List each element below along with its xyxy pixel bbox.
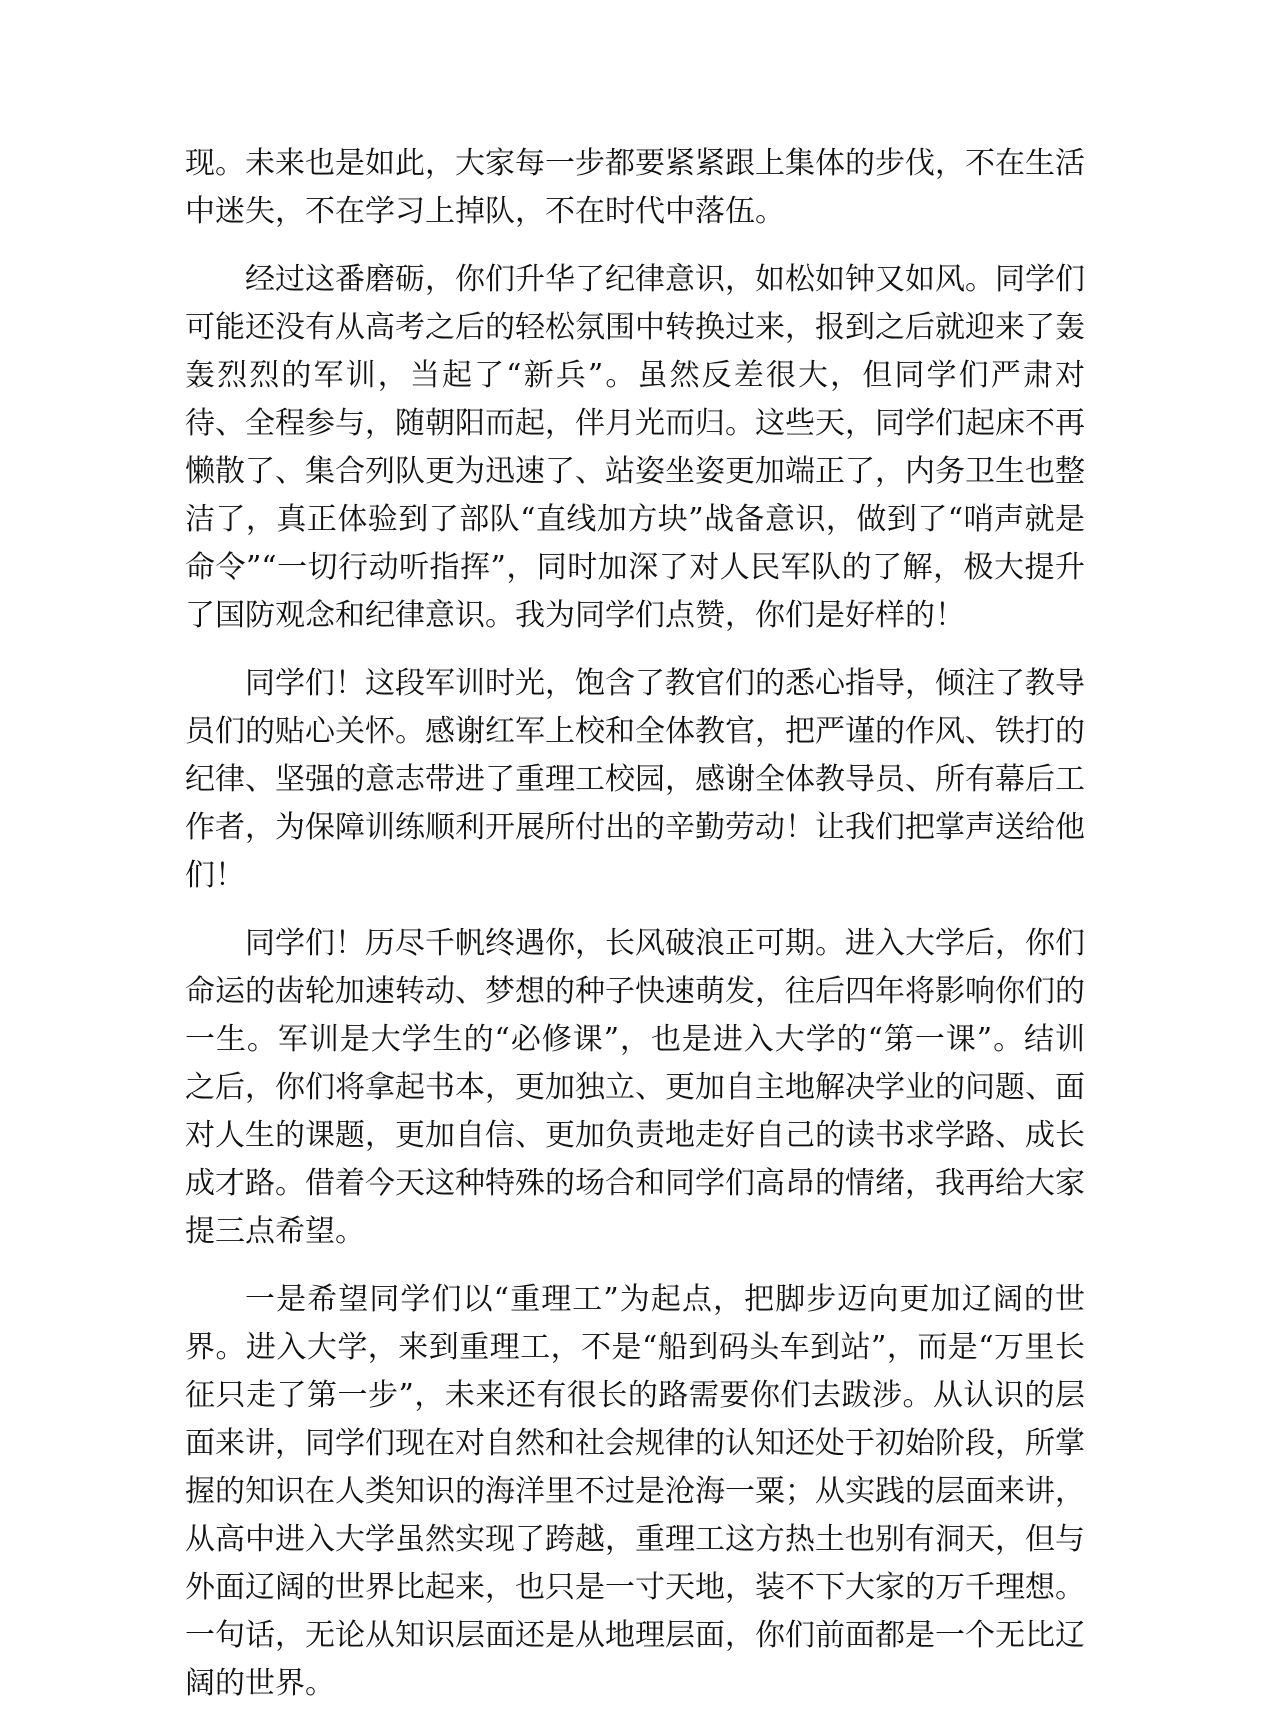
document-body [185,140,1085,1728]
paragraph-3: 同学们！这段军训时光，饱含了教官们的悉心指导，倾注了教导员们的贴心关怀。感谢红军上校和全体教官，把严谨的作风、铁打的纪律、坚强的意志带进了重理工校园，感谢全体教导员、所有幕后工作者，为保障训练顺利开展所付出的辛勤劳动！让我们把掌声送给他们！ [185,666,1085,893]
paragraph-4: 同学们！历尽千帆终遇你，长风破浪正可期。进入大学后，你们命运的齿轮加速转动、梦想的种子快速萌发，往后四年将影响你们的一生。军训是大学生的“必修课”，也是进入大学的“第一课”。结训之后，你们将拿起书本，更加独立、更加自主地解决学业的问题、面对人生的课题，更加自信、更加负责地走好自己的读书求学路、成长成才路。借着今天这种特殊的场合和同学们高昂的情绪，我再给大家提三点希望。 [185,926,1085,1249]
paragraph-2: 经过这番磨砺，你们升华了纪律意识，如松如钟又如风。同学们可能还没有从高考之后的轻松氛围中转换过来，报到之后就迎来了轰轰烈烈的军训，当起了“新兵”。虽然反差很大，但同学们严肃对待、全程参与，随朝阳而起，伴月光而归。这些天，同学们起床不再懒散了、集合列队更为迅速了、站姿坐姿更加端正了，内务卫生也整洁了，真正体验到了部队“直线加方块”战备意识，做到了“哨声就是命令”“一切行动听指挥”，同时加深了对人民军队的了解，极大提升了国防观念和纪律意识。我为同学们点赞，你们是好样的！ [185,262,1085,633]
paragraph-5: 一是希望同学们以“重理工”为起点，把脚步迈向更加辽阔的世界。进入大学，来到重理工，不是“船到码头车到站”，而是“万里长征只走了第一步”，未来还有很长的路需要你们去跋涉。从认识的层面来讲，同学们现在对自然和社会规律的认知还处于初始阶段，所掌握的知识在人类知识的海洋里不过是沧海一粟；从实践的层面来讲，从高中进入大学虽然实现了跨越，重理工这方热土也别有洞天，但与外面辽阔的世界比起来，也只是一寸天地，装不下大家的万千理想。一句话，无论从知识层面还是从地理层面，你们前面都是一个无比辽阔的世界。 [185,1282,1085,1701]
paragraph-1: 现。未来也是如此，大家每一步都要紧紧跟上集体的步伐，不在生活中迷失，不在学习上掉队，不在时代中落伍。 [185,146,1085,229]
